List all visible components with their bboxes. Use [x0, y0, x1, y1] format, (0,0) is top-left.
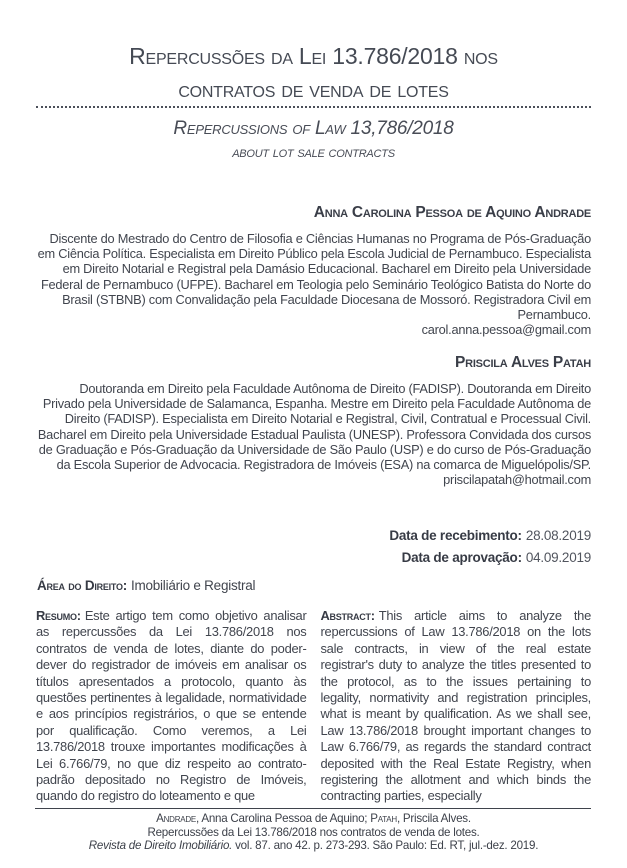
summary-columns — [36, 608, 591, 805]
article-title-pt — [36, 40, 591, 106]
article-title-pt-line2: contratos de venda de lotes — [178, 76, 449, 102]
abstract-text: This article aims to analyze the repercussions of Law 13.786/2018 on the lots sale contracts, in view of the real estate registrar's duty to analyze the titles presented to the protocol, as to the issues pertaining to legality, normativity and registration principles, what is meant by qualification. As we shall see, Law 13.786/2018 brought important changes to Law 6.766/79, as regards the standard contract deposited with the Real Estate Registry, when registering the allotment and which binds the contracting parties, especially — [320, 608, 591, 804]
article-title-en — [36, 115, 591, 164]
author-bio: Discente do Mestrado do Centro de Filosofia e Ciências Humanas no Programa de Pós-Graduação em Ciência Política. Especialista em Direito Público pela Escola Judicial de Pernambuco. Especialista em Direito Notarial e Registral pela Damásio Educacional. Bacharel em Direito pela Universidade Federal de Pernambuco (UFPE). Bacharel em Teologia pelo Seminário Teológico Batista do Norte do Brasil (STBNB) com Convalidação pela Faculdade Diocesana de Mossoró. Registradora Civil em Pernambuco. — [37, 231, 591, 323]
abstract-label: Abstract: — [320, 608, 375, 623]
date-approved-label: Data de aprovação: — [401, 550, 522, 565]
resumo-text: Este artigo tem como objetivo analisar as repercussões da Lei 13.786/2018 nos contratos de venda de lotes, diante do poder-dever do registrador de imóveis em analisar os títulos apresentados a protocolo, quanto às questões pertinentes à legalidade, normatividade e aos princípios registrários, o que se entende por qualificação. Como veremos, a Lei 13.786/2018 trouxe importantes modificações à Lei 6.766/79, no que diz respeito ao contrato-padrão depositado no Registro de Imóveis, quando do registro do loteamento e que — [36, 608, 307, 804]
date-received-row — [36, 525, 591, 547]
dates-block — [36, 525, 591, 569]
resumo-label: Resumo: — [36, 608, 81, 623]
footer-journal-ref: vol. 87. ano 42. p. 273-293. São Paulo: Ed. RT, jul.-dez. 2019. — [232, 839, 539, 853]
author-name: Anna Carolina Pessoa de Aquino Andrade — [313, 204, 591, 221]
article-title-en-line1: Repercussions of Law 13,786/2018 — [173, 118, 454, 139]
author-email: priscilapatah@hotmail.com — [443, 472, 591, 488]
resumo-column — [36, 608, 307, 805]
date-approved-value: 04.09.2019 — [525, 550, 591, 565]
law-area-label: Área do Direito: — [37, 578, 127, 593]
date-received-value: 28.08.2019 — [525, 528, 591, 543]
author-email: carol.anna.pessoa@gmail.com — [421, 322, 591, 338]
footer-surname-1: Andrade — [156, 812, 196, 825]
law-area-value: Imobiliário e Registral — [131, 578, 256, 593]
footer-divider — [35, 808, 591, 809]
date-received-label: Data de recebimento: — [389, 528, 522, 543]
title-dotted-divider — [36, 106, 591, 108]
footer-citation — [36, 812, 591, 853]
author-block-2 — [36, 354, 591, 487]
footer-surname-2: Patah — [370, 812, 397, 825]
footer-given-1: , Anna Carolina Pessoa de Aquino; — [196, 812, 371, 825]
footer-citation-authors — [36, 812, 591, 826]
author-block-1 — [36, 204, 591, 337]
footer-given-2: , Priscila Alves. — [396, 812, 471, 825]
footer-journal-name: Revista de Direito Imobiliário. — [88, 839, 233, 853]
footer-citation-title: Repercussões da Lei 13.786/2018 nos contratos de venda de lotes. — [147, 825, 480, 839]
footer-citation-source — [36, 839, 591, 853]
author-name: Priscila Alves Patah — [455, 354, 591, 371]
article-title-en-line2: about lot sale contracts — [232, 144, 395, 161]
author-bio: Doutoranda em Direito pela Faculdade Autônoma de Direito (FADISP). Doutoranda em Direito Privado pela Universidade de Salamanca, Espanha. Mestre em Direito pela Faculdade Autônoma de Direito (FADISP). Especialista em Direito Notarial e Registral, Civil, Contratual e Processual Civil. Bacharel em Direito pela Universidade Estadual Paulista (UNESP). Professora Convidada dos cursos de Graduação e Pós-Graduação da Universidade de São Paulo (USP) e do curso de Pós-Graduação da Escola Superior de Advocacia. Registradora de Imóveis (ESA) na comarca de Miguelópolis/SP. — [37, 381, 591, 473]
abstract-column — [321, 608, 592, 805]
date-approved-row — [36, 547, 591, 569]
law-area-row — [37, 578, 591, 593]
article-title-pt-line1: Repercussões da Lei 13.786/2018 nos — [129, 43, 498, 69]
